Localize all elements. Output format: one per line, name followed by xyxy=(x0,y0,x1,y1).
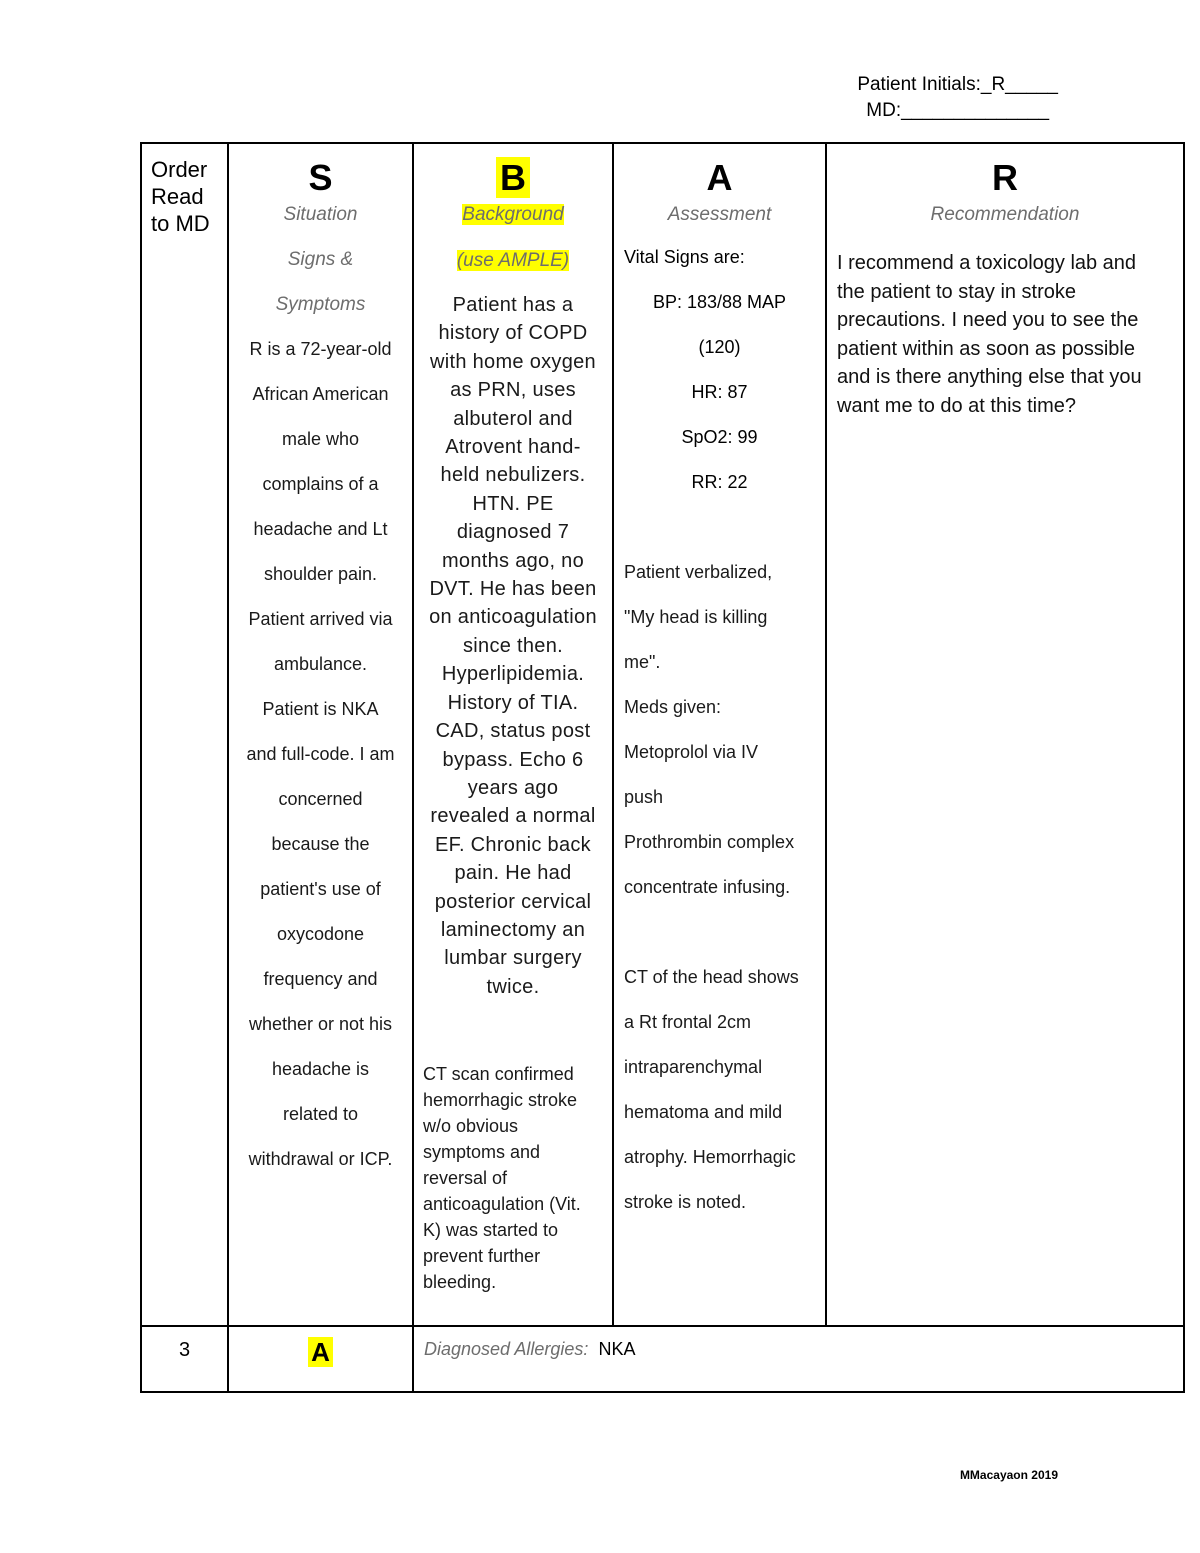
recommendation-line: patient within as soon as possible xyxy=(837,337,1135,360)
allergy-number-cell xyxy=(141,1326,228,1392)
background-ct-line: symptoms and xyxy=(423,1142,541,1163)
background-line: months ago, no xyxy=(441,549,585,572)
background-line: pain. He had xyxy=(454,862,572,885)
signs-subtitle: Signs & xyxy=(287,249,354,270)
background-line: since then. xyxy=(462,634,564,657)
background-line: diagnosed 7 xyxy=(456,521,570,544)
situation-subtitle: Situation xyxy=(283,204,358,225)
sbar-table xyxy=(140,142,1185,1393)
assessment-letter: A xyxy=(706,157,733,198)
background-text xyxy=(414,291,612,1001)
order-cell xyxy=(141,143,228,1326)
recommendation-line: I recommend a toxicology lab and xyxy=(837,252,1137,274)
assessment-line: Meds given: xyxy=(624,697,722,717)
background-line: posterior cervical xyxy=(434,890,592,913)
recommendation-cell xyxy=(826,143,1184,1326)
background-line: History of TIA. xyxy=(447,691,579,714)
patient-initials: Patient Initials:_R_____ xyxy=(857,74,1058,95)
recommendation-line: and is there anything else that you xyxy=(837,366,1142,388)
background-line: bypass. Echo 6 xyxy=(442,748,584,771)
assessment-ct-line: stroke is noted. xyxy=(624,1192,747,1212)
situation-line: headache is xyxy=(271,1059,370,1079)
allergy-letter-cell xyxy=(228,1326,413,1392)
allergy-text-cell xyxy=(413,1326,1184,1392)
recommendation-letter: R xyxy=(992,157,1018,198)
vitals-heading: Vital Signs are: xyxy=(624,247,745,267)
vitals-list xyxy=(614,280,825,505)
situation-line: Patient arrived via xyxy=(248,609,393,629)
background-line: twice. xyxy=(486,975,540,998)
situation-letter: S xyxy=(308,157,333,198)
situation-line: African American xyxy=(252,384,389,404)
situation-line: oxycodone xyxy=(276,924,365,944)
recommendation-subtitle: Recommendation xyxy=(930,204,1080,225)
background-line: as PRN, uses xyxy=(450,379,576,402)
assessment-line: Prothrombin complex xyxy=(624,832,795,852)
vital-sign: HR: 87 xyxy=(691,382,748,402)
background-line: held nebulizers. xyxy=(440,464,586,487)
situation-cell xyxy=(228,143,413,1326)
sbar-main-row xyxy=(141,143,1184,1326)
background-line: CAD, status post xyxy=(435,720,591,743)
background-line: Patient has a xyxy=(452,294,574,316)
situation-line: frequency and xyxy=(263,969,378,989)
vital-sign: BP: 183/88 MAP xyxy=(652,292,787,312)
situation-line: whether or not his xyxy=(248,1014,393,1034)
situation-line: related to xyxy=(282,1104,359,1124)
md-line: MD:______________ xyxy=(866,100,1050,121)
background-cell xyxy=(413,143,613,1326)
background-ct-line: anticoagulation (Vit. xyxy=(423,1194,581,1215)
background-ct-line: w/o obvious xyxy=(423,1116,519,1137)
allergy-label: Diagnosed Allergies: xyxy=(424,1339,589,1359)
background-line: albuterol and xyxy=(453,407,573,430)
background-ct-line: bleeding. xyxy=(423,1272,497,1293)
background-ct-line: prevent further xyxy=(423,1246,541,1267)
background-line: history of COPD xyxy=(438,322,588,345)
assessment-line: push xyxy=(624,787,664,807)
background-line: DVT. He has been xyxy=(429,578,597,601)
allergy-letter: A xyxy=(229,1327,412,1368)
situation-line: shoulder pain. xyxy=(263,564,378,584)
situation-line: complains of a xyxy=(262,474,379,494)
background-line: lumbar surgery xyxy=(444,947,582,970)
background-line: Atrovent hand- xyxy=(445,436,581,459)
order-label: Order Read to MD xyxy=(151,157,210,236)
assessment-cell xyxy=(613,143,826,1326)
ample-subtitle: (use AMPLE) xyxy=(456,250,570,271)
situation-line: headache and Lt xyxy=(253,519,388,539)
background-line: EF. Chronic back xyxy=(435,833,591,856)
assessment-verbalized xyxy=(614,550,825,910)
situation-line: concerned xyxy=(278,789,363,809)
situation-line: because the xyxy=(271,834,370,854)
background-line: years ago xyxy=(467,776,559,799)
assessment-subtitle: Assessment xyxy=(667,204,772,225)
recommendation-text xyxy=(827,249,1183,420)
background-ct-text xyxy=(414,1061,612,1295)
background-ct-line: CT scan confirmed xyxy=(423,1064,574,1085)
vital-sign: (120) xyxy=(698,337,741,357)
background-ct-line: reversal of xyxy=(423,1168,508,1189)
recommendation-line: precautions. I need you to see the xyxy=(837,309,1139,331)
assessment-line: concentrate infusing. xyxy=(624,877,791,897)
assessment-ct-line: CT of the head shows xyxy=(624,967,799,987)
background-subtitle: Background xyxy=(462,204,564,225)
background-line: with home oxygen xyxy=(429,350,596,373)
assessment-line: Metoprolol via IV xyxy=(624,742,759,762)
assessment-line: me". xyxy=(624,652,661,672)
situation-line: Patient is NKA xyxy=(262,699,379,719)
assessment-line: Patient verbalized, xyxy=(624,562,773,582)
situation-line: patient's use of xyxy=(260,879,381,899)
background-line: laminectomy an xyxy=(440,918,586,941)
situation-line: and full-code. I am xyxy=(246,744,395,764)
allergy-row xyxy=(141,1326,1184,1392)
assessment-ct-line: atrophy. Hemorrhagic xyxy=(624,1147,796,1167)
background-line: on anticoagulation xyxy=(429,606,597,629)
situation-line: R is a 72-year-old xyxy=(249,339,392,359)
situation-line: ambulance. xyxy=(273,654,368,674)
background-ct-line: hemorrhagic stroke xyxy=(423,1090,578,1111)
situation-line: male who xyxy=(281,429,360,449)
situation-line: withdrawal or ICP. xyxy=(248,1149,393,1169)
background-line: HTN. PE xyxy=(472,492,554,515)
assessment-ct-line: hematoma and mild xyxy=(624,1102,783,1122)
background-ct-line: K) was started to xyxy=(423,1220,559,1241)
allergy-number: 3 xyxy=(178,1339,191,1361)
vital-sign: SpO2: 99 xyxy=(681,427,758,447)
background-line: Hyperlipidemia. xyxy=(441,663,585,686)
background-letter: B xyxy=(414,160,612,196)
header-block xyxy=(857,72,1058,124)
vital-sign: RR: 22 xyxy=(691,472,748,492)
footer-credit: MMacayaon 2019 xyxy=(959,1468,1058,1482)
recommendation-line: want me to do at this time? xyxy=(837,394,1077,417)
assessment-ct xyxy=(614,955,825,1225)
assessment-line: "My head is killing xyxy=(624,607,768,627)
allergy-value: NKA xyxy=(598,1339,636,1359)
allergy-text xyxy=(414,1327,1183,1360)
assessment-ct-line: intraparenchymal xyxy=(624,1057,763,1077)
symptoms-subtitle: Symptoms xyxy=(275,294,366,315)
recommendation-line: the patient to stay in stroke xyxy=(837,280,1077,303)
background-line: revealed a normal xyxy=(430,805,596,828)
assessment-ct-line: a Rt frontal 2cm xyxy=(624,1012,752,1032)
situation-text xyxy=(229,327,412,1182)
